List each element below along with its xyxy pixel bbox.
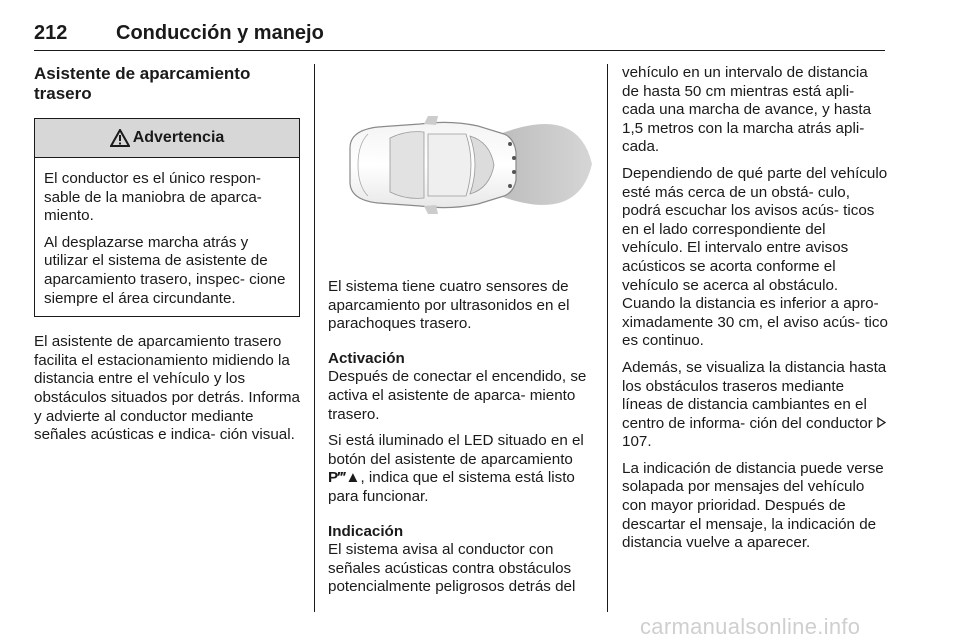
indication-paragraph: El sistema avisa al conductor con señales acústicas contra obstáculos potencialmente peligrosos detrás del <box>328 541 576 596</box>
car-parking-sensor-icon <box>328 64 594 262</box>
activation-heading: Activación <box>328 349 405 367</box>
watermark-brand: carmanualsonline.info <box>640 614 861 639</box>
priority-paragraph: La indicación de distancia puede verse solapada por mensajes del vehículo con mayor prioridad. Después de descartar el mensaje, la indicación de distancia vuelve a aparecer. <box>622 459 884 552</box>
chapter-title: Conducción y manejo <box>116 22 324 44</box>
column-divider <box>607 64 608 612</box>
display-text: Además, se visualiza la distancia hasta los obstáculos traseros mediante líneas de distancia cambiantes en el centro de informa- ción del conductor <box>622 358 887 432</box>
car-parking-sensor-illustration <box>328 64 594 262</box>
warning-paragraph: Al desplazarse marcha atrás y utilizar el sistema de asistente de aparcamiento trasero, inspec- cione siempre el área circundante. <box>44 233 286 307</box>
indication-heading: Indicación <box>328 522 404 540</box>
header-rule <box>34 50 885 51</box>
arrow-reference-icon <box>877 417 886 428</box>
activation-paragraph: Después de conectar el encendido, se activa el asistente de aparca- miento trasero. <box>328 368 587 423</box>
led-paragraph <box>328 432 594 506</box>
distance-paragraph: vehículo en un intervalo de distancia de hasta 50 cm mientras está apli- cada una marcha de avance, y hasta 1,5 metros con la marcha atrás apli- cada. <box>622 64 872 156</box>
warning-title: Advertencia <box>132 128 225 146</box>
page-reference[interactable]: 107. <box>622 433 652 451</box>
warning-body <box>35 158 299 316</box>
warning-paragraph: El conductor es el único respon- sable de la maniobra de aparca- miento. <box>44 170 262 225</box>
page-number: 212 <box>34 22 68 44</box>
column-left <box>34 64 300 445</box>
column-divider <box>314 64 315 612</box>
warning-header <box>35 119 299 158</box>
sensors-paragraph: El sistema tiene cuatro sensores de aparcamiento por ultrasonidos en el parachoques trasero. <box>328 278 570 333</box>
led-text: , indica que el sistema está listo para funcionar. <box>328 469 575 505</box>
side-warning-paragraph: Dependiendo de qué parte del vehículo esté más cerca de un obstá- culo, podrá escuchar los avisos acús- ticos en el lado correspondiente del vehículo. El intervalo entre avisos acústicos se acorta conforme el vehículo se acerca al obstáculo. Cuando la distancia es inferior a apro- ximadamente 30 cm, el aviso acús- tico es continuo. <box>622 164 888 350</box>
parking-button-symbol: P‴▲ <box>328 469 361 487</box>
led-text: Si está iluminado el LED situado en el botón del asistente de aparcamiento <box>328 432 584 468</box>
intro-paragraph: El asistente de aparcamiento trasero facilita el estacionamiento midiendo la distancia entre el vehículo y los obstáculos situados por detrás. Informa y advierte al conductor mediante señales acústicas e indica- ción visual. <box>34 333 300 444</box>
column-middle <box>328 64 594 597</box>
display-paragraph <box>622 359 888 452</box>
column-right <box>622 64 888 553</box>
warning-box <box>34 118 300 317</box>
section-title: Asistente de aparcamiento trasero <box>34 64 251 103</box>
warning-triangle-icon <box>110 129 130 147</box>
